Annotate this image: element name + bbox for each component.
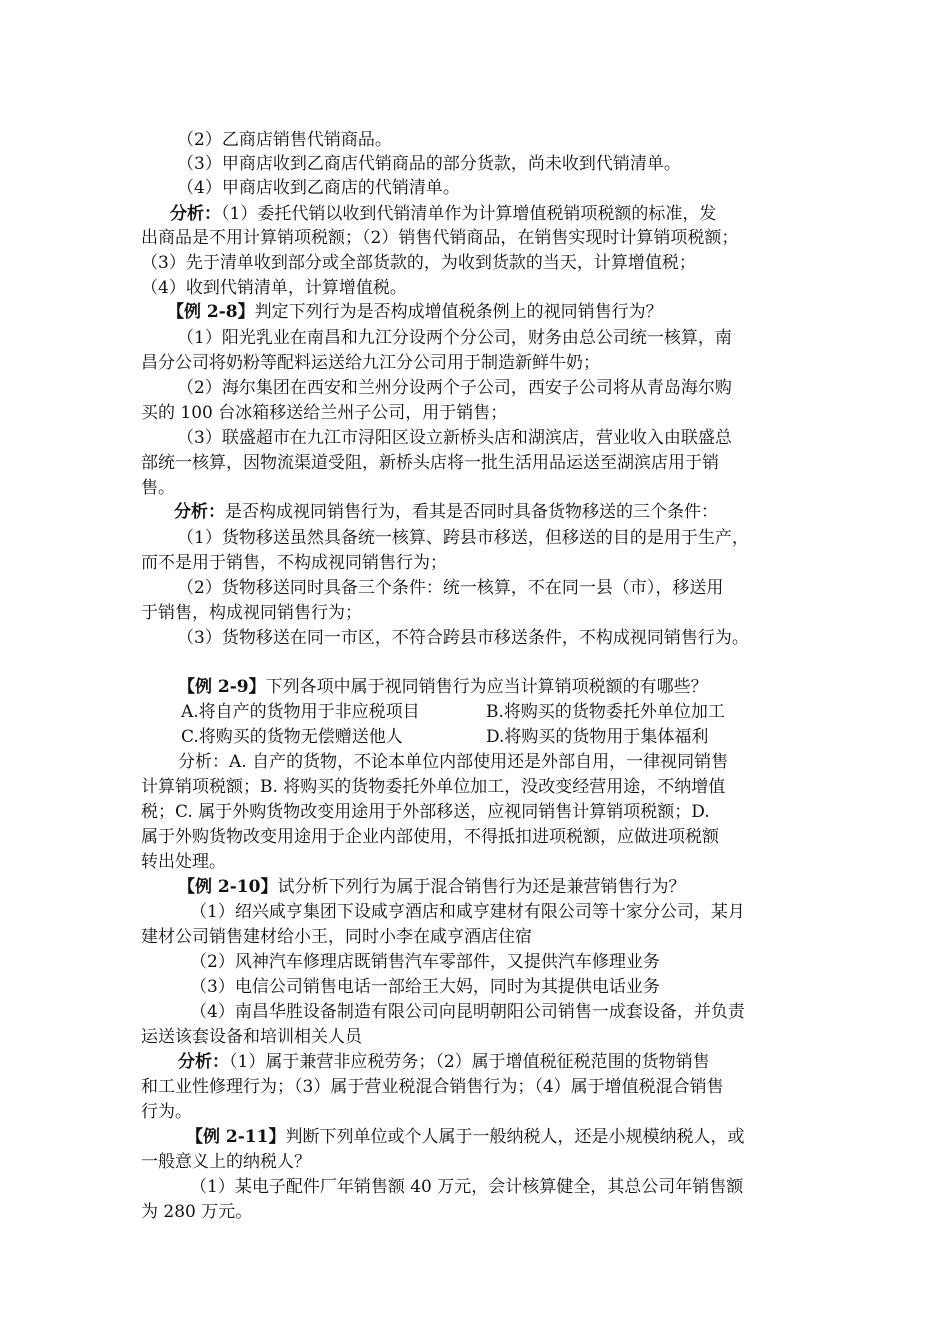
text-line: 转出处理。 — [141, 852, 226, 872]
text-line: （3）货物移送在同一市区，不符合跨县市移送条件，不构成视同销售行为。 — [177, 628, 749, 648]
text-line: 税；C. 属于外购货物改变用途用于外部移送，应视同销售计算销项税额；D. — [141, 802, 710, 822]
analysis-paragraph-line — [178, 750, 728, 774]
analysis-label: 分析： — [174, 502, 225, 522]
analysis-paragraph-line — [174, 500, 718, 524]
text-line: （1）委托代销以收到代销清单作为计算增值税销项税额的标准，发 — [221, 204, 717, 224]
text-line: （3）电信公司销售电话一部给王大妈，同时为其提供电话业务 — [190, 977, 660, 997]
text-line: 判断下列单位或个人属于一般纳税人，还是小规模纳税人，或 — [285, 1127, 745, 1147]
text-line: 属于外购货物改变用途用于企业内部使用，不得抵扣进项税额，应做进项税额 — [141, 827, 719, 847]
example-label: 【例 2-8】 — [167, 302, 255, 322]
text-line: 一般意义上的纳税人？ — [141, 1152, 311, 1172]
text-line: 运送该套设备和培训相关人员 — [141, 1027, 362, 1047]
analysis-label: 分析： — [178, 1052, 229, 1072]
text-line: （1）阳光乳业在南昌和九江分设两个分公司，财务由总公司统一核算，南 — [177, 328, 732, 348]
analysis-label: 分析： — [170, 204, 221, 224]
text-line: （3）联盛超市在九江市浔阳区设立新桥头店和湖滨店，营业收入由联盛总 — [177, 428, 732, 448]
text-line: 是否构成视同销售行为，看其是否同时具备货物移送的三个条件： — [225, 502, 718, 522]
analysis-paragraph-line — [178, 1050, 710, 1074]
example-heading — [186, 1125, 744, 1149]
example-heading — [178, 875, 685, 899]
text-line: （1）某电子配件厂年销售额 40 万元，会计核算健全，其总公司年销售额 — [190, 1177, 744, 1197]
text-line: 判定下列行为是否构成增值税条例上的视同销售行为？ — [254, 302, 663, 322]
text-line: 售。 — [141, 478, 175, 498]
text-line: 试分析下列行为属于混合销售行为还是兼营销售行为？ — [277, 877, 686, 897]
text-line: 而不是用于销售，不构成视同销售行为； — [141, 553, 447, 573]
example-heading — [167, 300, 663, 324]
text-line: （4）南昌华胜设备制造有限公司向昆明朝阳公司销售一成套设备，并负责 — [190, 1002, 745, 1022]
example-label: 【例 2-9】 — [178, 677, 266, 697]
text-line: 建材公司销售建材给小王，同时小李在咸亨酒店住宿 — [141, 927, 532, 947]
example-heading — [178, 675, 708, 699]
option-b: B.将购买的货物委托外单位加工 — [486, 702, 725, 722]
text-line: 下列各项中属于视同销售行为应当计算销项税额的有哪些？ — [265, 677, 708, 697]
example-label: 【例 2-10】 — [178, 877, 278, 897]
text-line: （2）风神汽车修理店既销售汽车零部件，又提供汽车修理业务 — [190, 952, 660, 972]
text-line: （4）收到代销清单，计算增值税。 — [141, 278, 407, 298]
text-line: （3）甲商店收到乙商店代销商品的部分货款，尚未收到代销清单。 — [177, 154, 681, 174]
analysis-paragraph-line — [170, 202, 716, 226]
text-line: （2）乙商店销售代销商品。 — [177, 130, 392, 150]
option-c: C.将购买的货物无偿赠送他人 — [181, 727, 403, 747]
text-line: （1）绍兴咸亨集团下设咸亨酒店和咸亨建材有限公司等十家分公司，某月 — [190, 902, 745, 922]
option-a: A.将自产的货物用于非应税项目 — [181, 702, 420, 722]
option-d: D.将购买的货物用于集体福利 — [486, 727, 709, 747]
text-line: 计算销项税额；B. 将购买的货物委托外单位加工，没改变经营用途，不纳增值 — [141, 777, 726, 797]
text-line: 于销售，构成视同销售行为； — [141, 603, 362, 623]
text-line: A. 自产的货物，不论本单位内部使用还是外部自用，一律视同销售 — [229, 752, 729, 772]
text-line: （1）属于兼营非应税劳务；（2）属于增值税征税范围的货物销售 — [229, 1052, 710, 1072]
analysis-label: 分析： — [178, 752, 229, 772]
text-line: 买的 100 台冰箱移送给兰州子公司，用于销售； — [141, 403, 508, 423]
text-line: 昌分公司将奶粉等配料运送给九江分公司用于制造新鲜牛奶； — [141, 353, 600, 373]
text-line: （3）先于清单收到部分或全部货款的，为收到货款的当天，计算增值税； — [141, 253, 696, 273]
text-line: （2）货物移送同时具备三个条件：统一核算，不在同一县（市），移送用 — [177, 578, 724, 598]
text-line: 部统一核算，因物流渠道受阻，新桥头店将一批生活用品运送至湖滨店用于销 — [141, 453, 719, 473]
text-line: 和工业性修理行为；（3）属于营业税混合销售行为；（4）属于增值税混合销售 — [141, 1077, 724, 1097]
text-line: 行为。 — [141, 1102, 192, 1122]
text-line: 出商品是不用计算销项税额；（2）销售代销商品，在销售实现时计算销项税额； — [141, 228, 739, 248]
text-line: 为 280 万元。 — [141, 1202, 253, 1222]
example-label: 【例 2-11】 — [186, 1127, 286, 1147]
text-line: （2）海尔集团在西安和兰州分设两个子公司，西安子公司将从青岛海尔购 — [177, 378, 732, 398]
text-line: （4）甲商店收到乙商店的代销清单。 — [177, 178, 460, 198]
text-line: （1）货物移送虽然具备统一核算、跨县市移送，但移送的目的是用于生产， — [177, 528, 749, 548]
